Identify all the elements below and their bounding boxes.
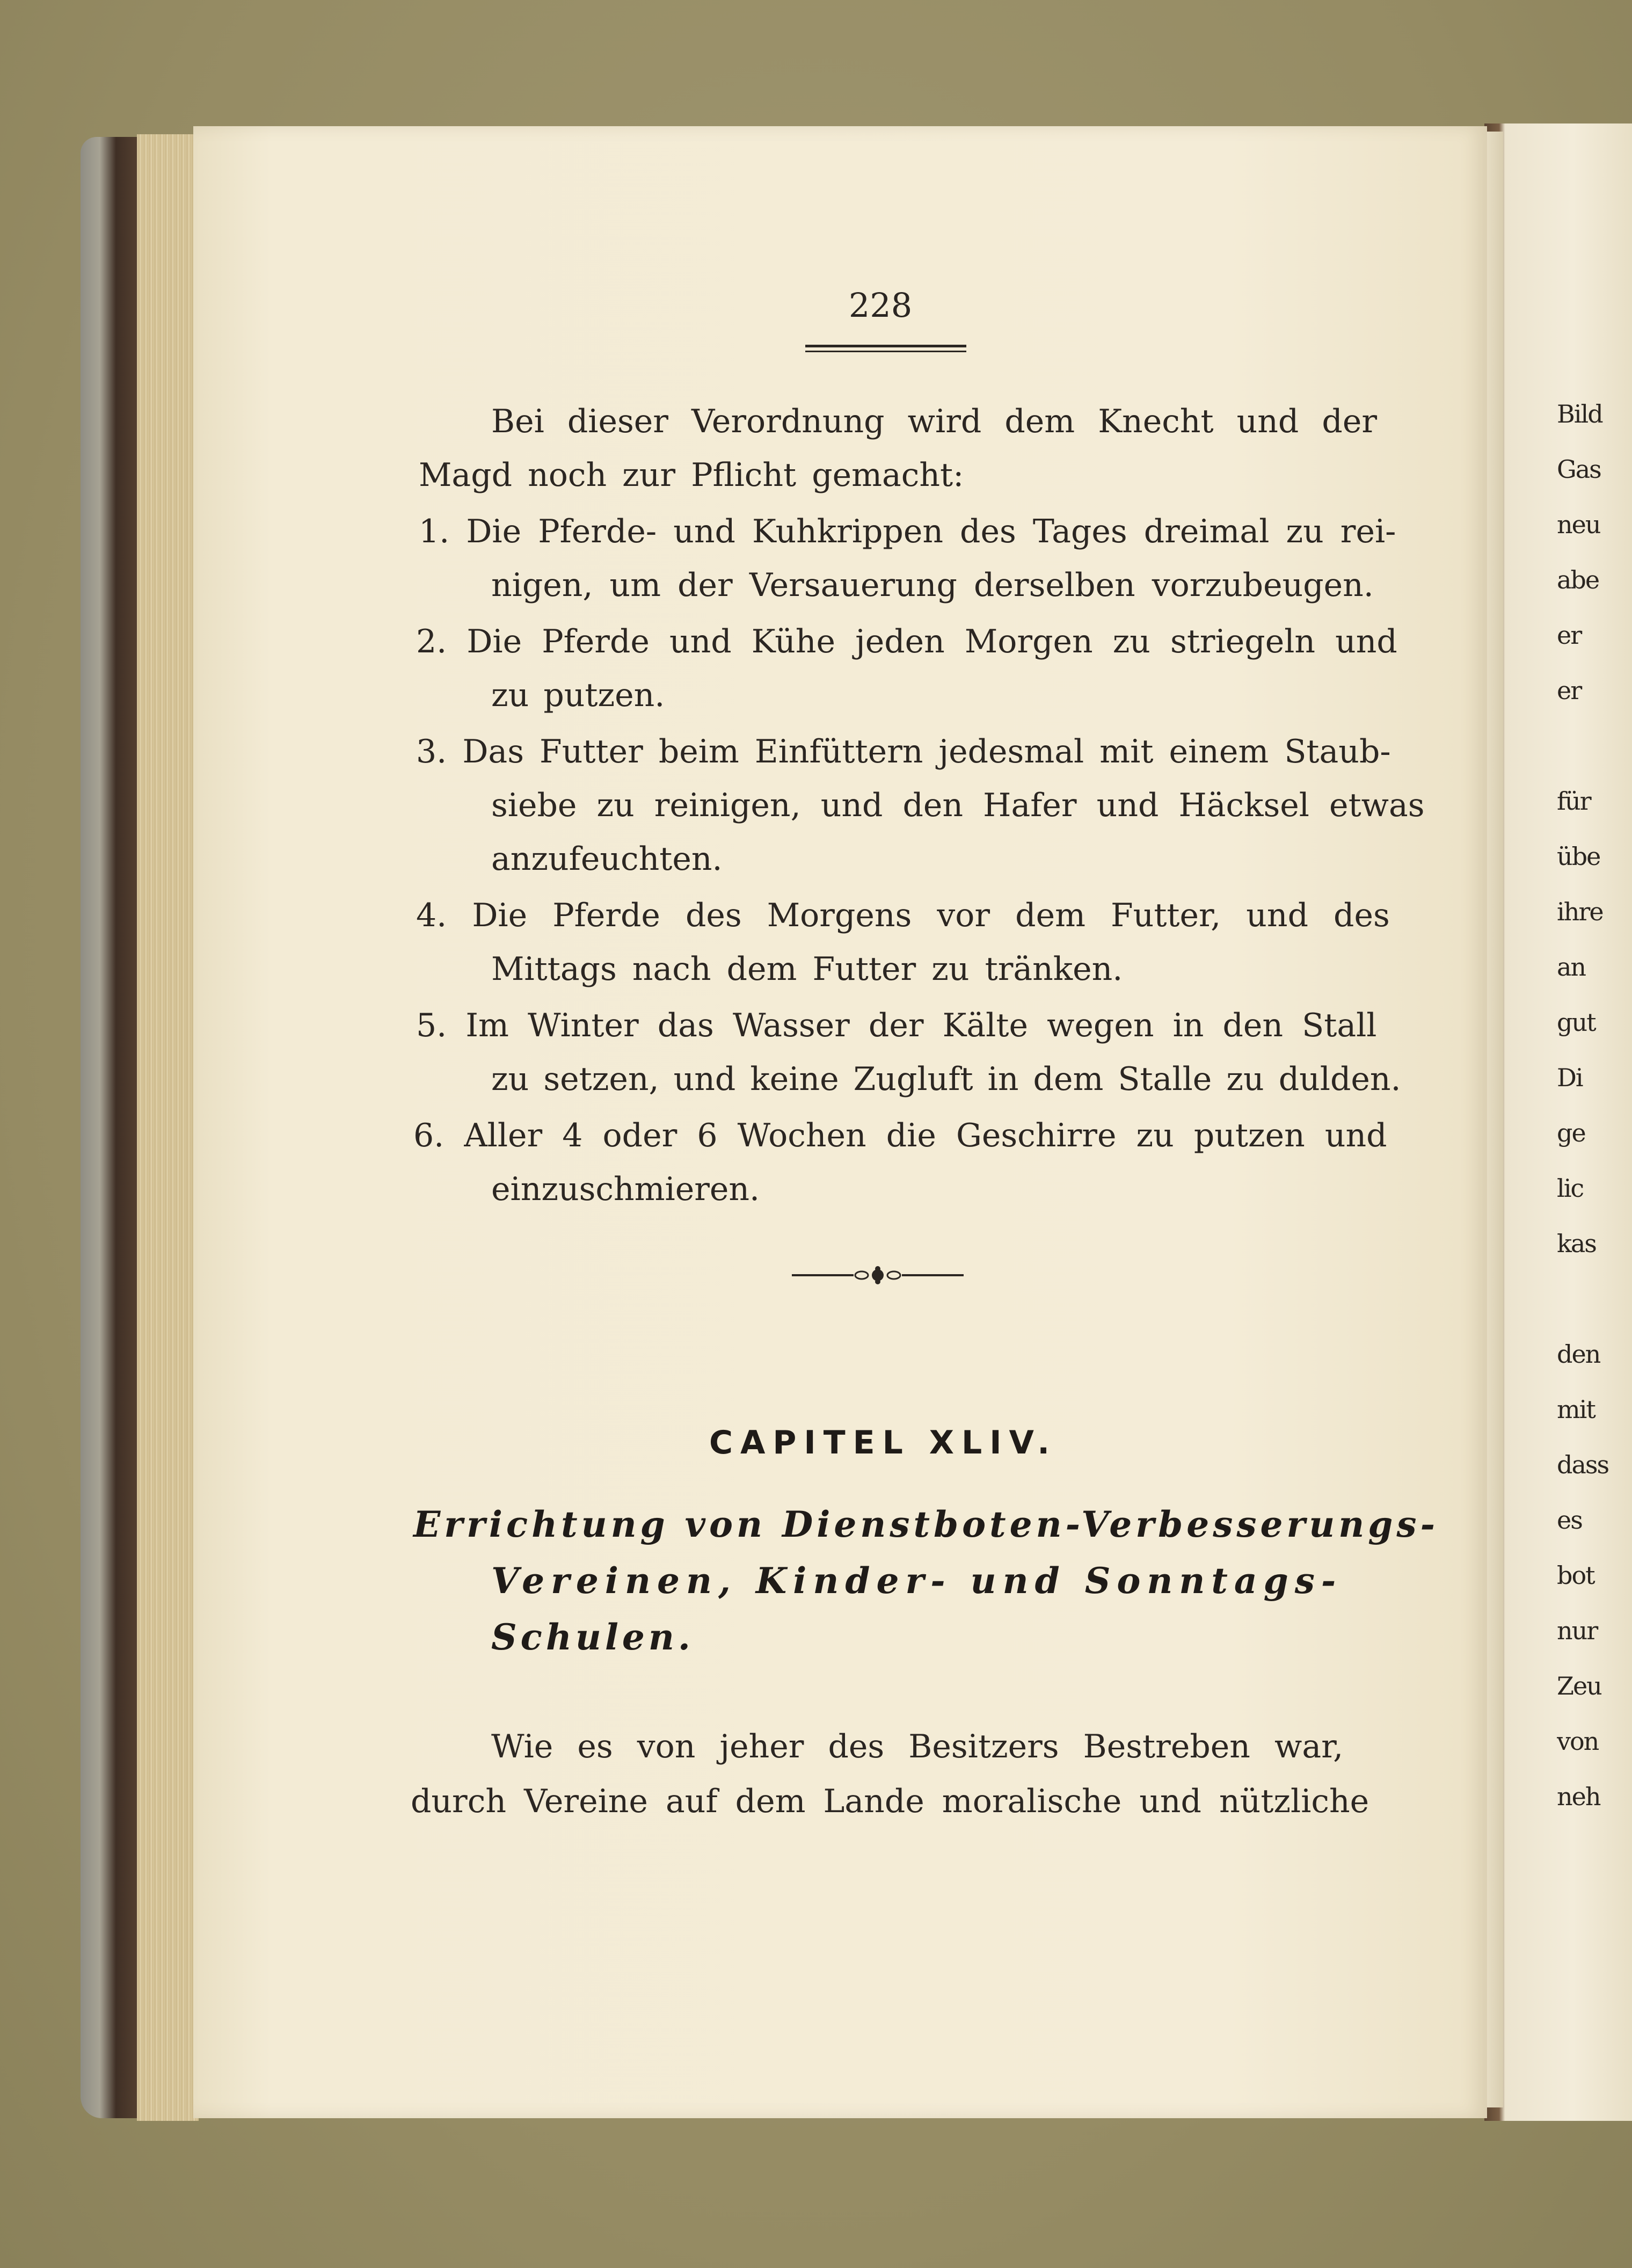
book-cover-left (81, 137, 145, 2118)
adjacent-page-fragment: ihre (1557, 897, 1603, 926)
chapter-heading-line: Errichtung von Dienstboten-Verbesserungs- (413, 1503, 1439, 1545)
page-text-line: zu setzen, und keine Zugluft in dem Stalle zu dulden. (491, 1060, 1401, 1098)
page-text-line: 3. Das Futter beim Einfüttern jedesmal mit einem Staub- (416, 733, 1391, 770)
adjacent-page-fragment: er (1557, 676, 1582, 705)
page-text-line: 1. Die Pferde- und Kuhkrippen des Tages dreimal zu rei- (419, 513, 1396, 550)
page-text-line: 4. Die Pferde des Morgens vor dem Futter, und des (416, 897, 1390, 934)
adjacent-page-fragment: gut (1557, 1008, 1595, 1037)
page-text-line: einzuschmieren. (491, 1171, 760, 1208)
page-edges-left (137, 134, 199, 2121)
adjacent-page-fragment: abe (1557, 565, 1599, 594)
page-text-line: siebe zu reinigen, und den Hafer und Häcksel etwas (491, 787, 1425, 824)
adjacent-page-fragment: Zeu (1557, 1671, 1601, 1700)
adjacent-page-fragment: von (1557, 1727, 1599, 1756)
body-text-line: durch Vereine auf dem Lande moralische und nützliche (411, 1783, 1369, 1820)
page-text-line: nigen, um der Versauerung derselben vorzubeugen. (491, 566, 1374, 604)
chapter-heading-line: Vereinen, Kinder- und Sonntags- (491, 1560, 1343, 1602)
adjacent-page-fragment: lic (1557, 1174, 1584, 1203)
page-text-line: 2. Die Pferde und Kühe jeden Morgen zu striegeln und (416, 623, 1397, 660)
body-text-line: Wie es von jeher des Besitzers Bestreben war, (491, 1728, 1344, 1765)
adjacent-page-fragment: für (1557, 787, 1591, 816)
adjacent-page-fragment: mit (1557, 1395, 1595, 1424)
adjacent-page-fragment: Gas (1557, 455, 1601, 484)
adjacent-page-fragment: nur (1557, 1616, 1598, 1645)
page-text-line: anzufeuchten. (491, 840, 723, 878)
adjacent-page-fragment: es (1557, 1506, 1582, 1535)
adjacent-page-fragment: Di (1557, 1063, 1583, 1092)
chapter-title: CAPITEL XLIV. (709, 1424, 1058, 1462)
page-text-line: Bei dieser Verordnung wird dem Knecht und der (491, 403, 1378, 440)
adjacent-page-fragment: neu (1557, 510, 1600, 539)
adjacent-page-fragment: übe (1557, 842, 1600, 871)
ornament-divider (792, 1264, 964, 1286)
adjacent-page-fragment: kas (1557, 1229, 1596, 1258)
adjacent-page-fragment: dass (1557, 1450, 1609, 1479)
adjacent-page-text (1557, 387, 1632, 1824)
page-text-line: Magd noch zur Pflicht gemacht: (419, 456, 964, 494)
adjacent-page-fragment: neh (1557, 1782, 1600, 1811)
adjacent-page-fragment: er (1557, 621, 1582, 650)
adjacent-page-fragment: den (1557, 1340, 1600, 1369)
adjacent-page-fragment: an (1557, 953, 1586, 982)
page-number: 228 (848, 286, 913, 325)
page-text-line: 5. Im Winter das Wasser der Kälte wegen in den Stall (416, 1007, 1377, 1044)
page-text-line: Mittags nach dem Futter zu tränken. (491, 950, 1123, 988)
chapter-heading-line: Schulen. (491, 1616, 694, 1658)
header-rule (805, 345, 966, 352)
page-text-line: zu putzen. (491, 677, 665, 714)
adjacent-page-fragment: ge (1557, 1118, 1585, 1147)
adjacent-page-fragment: bot (1557, 1561, 1594, 1590)
adjacent-page-fragment: Bild (1557, 399, 1602, 428)
adjacent-page-fragment (1557, 1271, 1632, 1327)
adjacent-page-fragment (1557, 718, 1632, 774)
page-text-line: 6. Aller 4 oder 6 Wochen die Geschirre zu putzen und (413, 1117, 1387, 1154)
